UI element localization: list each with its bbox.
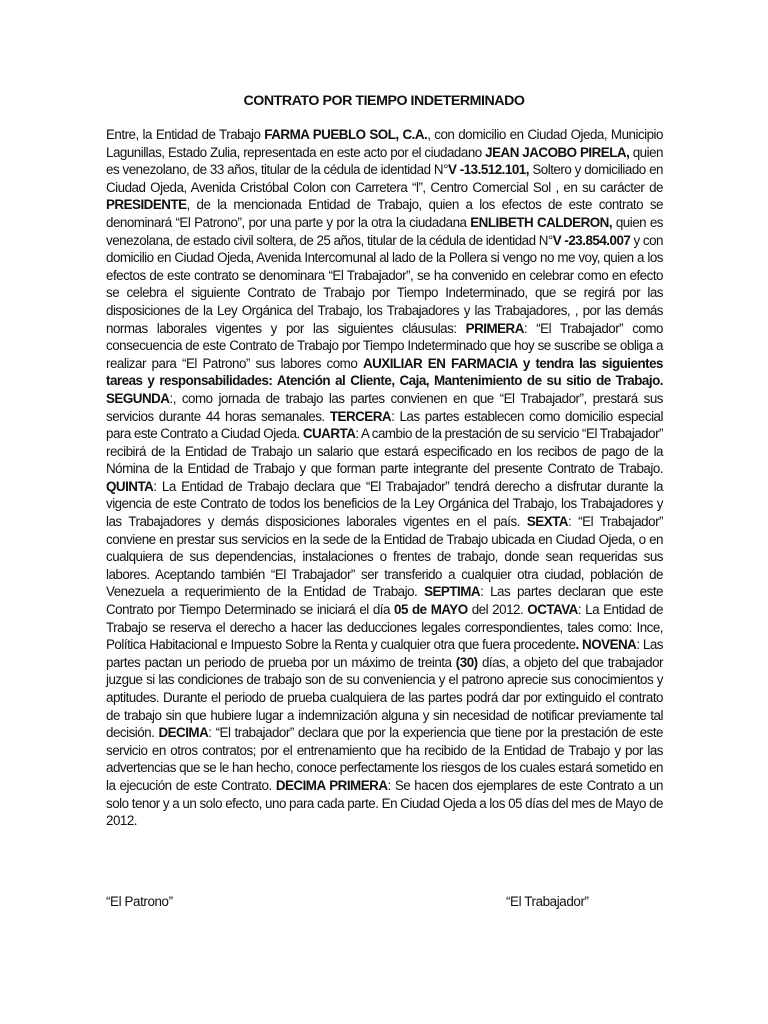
bold-term: TERCERA xyxy=(329,408,392,424)
body-text: : A cambio de la prestación de su servicio “El Trabajador” recibirá de la Entidad de Trabajo un salario que estará especificado en los recibos de pago de la Nómina de la Entidad de Trabajo y que forman parte integrante del presente Contrato de Trabajo. xyxy=(106,426,663,477)
bold-term: FARMA PUEBLO SOL, C.A. xyxy=(264,127,428,142)
body-text: , con domicilio en Ciudad Ojeda, Municipio Lagunillas, Estado Zulia, representada en este acto por el ciudadano xyxy=(106,127,663,160)
bold-term: QUINTA xyxy=(106,478,154,494)
body-text: Entre, la Entidad de Trabajo xyxy=(106,127,265,142)
body-text: Soltero y domiciliado en Ciudad Ojeda, Avenida Cristóbal Colon con Carretera “l”, Centro Comercial Sol , en su carácter de xyxy=(106,162,663,195)
bold-term: (30) xyxy=(455,654,478,670)
body-text: : “El trabajador” declara que por la experiencia que tiene por la prestación de este servicio en otros contratos; por el entrenamiento que ha recibido de la Entidad de Trabajo y por las advertencias que se le han hecho, conoce perfectamente los riesgos de los cuales estará sometido en la ejecución de este Contrato. xyxy=(106,725,663,793)
signature-label-employer: “El Patrono” xyxy=(106,894,173,909)
bold-term: JEAN JACOBO PIRELA, xyxy=(485,144,630,160)
body-text: días, a objeto del que trabajador juzgue si las condiciones de trabajo son de su conveniencia y el patrono aprecie sus conocimientos y aptitudes. Durante el periodo de prueba cualquiera de las partes podrá dar por extinguido el contrato de trabajo sin que hubiere lugar a indemnización alguna y sin necesidad de notificar previamente tal decisión. xyxy=(106,654,663,741)
bold-term: SEXTA xyxy=(526,514,568,530)
body-text: : La Entidad de Trabajo se reserva el derecho a hacer las deducciones legales correspondientes, tales como: Ince, Política Habitacional e Impuesto Sobre la Renta y cualquier otra que fuera procedente xyxy=(106,602,664,653)
bold-term: V -13.512.101, xyxy=(447,162,529,178)
bold-term: . NOVENA xyxy=(575,637,637,653)
body-text: : Las partes declaran que este Contrato por Tiempo Determinado se iniciará el día xyxy=(106,584,663,618)
body-text: :, como jornada de trabajo las partes convienen en que “El Trabajador”, prestará sus servicios durante 44 horas semanales. xyxy=(106,390,663,424)
body-text: : La Entidad de Trabajo declara que “El Trabajador” tendrá derecho a disfrutar durante la vigencia de este Contrato de todos los beneficios de la Ley Orgánica del Trabajo, los Trabajadores y las Trabajadores y demás disposiciones laborales vigentes en el país. xyxy=(106,478,663,530)
body-text: del 2012. xyxy=(467,602,528,618)
signature-label-employee: “El Trabajador” xyxy=(506,894,589,909)
contract-body xyxy=(106,126,663,830)
bold-term: CUARTA xyxy=(302,426,356,442)
bold-term: OCTAVA xyxy=(527,602,578,618)
bold-term: DECIMA PRIMERA xyxy=(275,777,388,793)
bold-term: PRIMERA xyxy=(465,320,524,336)
body-text: , de la mencionada Entidad de Trabajo, quien a los efectos de este contrato se denominará “El Patrono”, por una parte y por la otra la ciudadana xyxy=(106,197,663,230)
body-text: : Las partes establecen como domicilio especial para este Contrato a Ciudad Ojeda. xyxy=(106,408,663,442)
body-text: y con domicilio en Ciudad Ojeda, Avenida Intercomunal al lado de la Pollera si vengo no me voy, quien a los efectos de este contrato se denominara “El Trabajador”, se ha convenido en celebrar como en efecto se celebra el siguiente Contrato de Trabajo por Tiempo Indeterminado, que se regirá por las disposiciones de la Ley Orgánica del Trabajo, los Trabajadores y las Trabajadores, , por las demás normas laborales vigentes y por las siguientes cláusulas: xyxy=(106,232,663,336)
bold-term: V -23.854.007 xyxy=(552,232,631,248)
body-text: : “El Trabajador” conviene en prestar sus servicios en la sede de la Entidad de Trabajo ubicada en Ciudad Ojeda, o en cualquiera de sus dependencias, instalaciones o frentes de trabajo, donde sean requeridas sus labores. Aceptando también “El Trabajador” ser transferido a cualquier otra ciudad, población de Venezuela a requerimiento de la Entidad de Trabajo. xyxy=(106,514,663,600)
bold-term: DECIMA xyxy=(158,725,209,741)
body-text: : “El Trabajador” como consecuencia de este Contrato de Trabajo por Tiempo Indeterminado que hoy se suscribe se obliga a realizar para “El Patrono” sus labores como xyxy=(106,320,663,371)
bold-term: 05 de MAYO xyxy=(394,602,468,618)
document-title: CONTRATO POR TIEMPO INDETERMINADO xyxy=(243,93,525,109)
bold-term: SEPTIMA xyxy=(424,584,481,600)
bold-term: ENLIBETH CALDERON, xyxy=(470,214,613,230)
body-text: quien es venezolana, de estado civil soltera, de 25 años, titular de la cédula de identidad N° xyxy=(106,214,663,248)
bold-term: PRESIDENTE xyxy=(106,197,187,213)
body-text: : Se hacen dos ejemplares de este Contrato a un solo tenor y a un solo efecto, uno para cada parte. En Ciudad Ojeda a los 05 días del mes de Mayo de 2012. xyxy=(106,777,664,829)
body-text: : Las partes pactan un periodo de prueba por un máximo de treinta xyxy=(106,637,663,670)
body-text: quien es venezolano, de 33 años, titular de la cédula de identidad N° xyxy=(106,144,663,178)
bold-term: AUXILIAR EN FARMACIA y tendra las siguientes tareas y responsabilidades: Atención al Cliente, Caja, Mantenimiento de su sitio de Trabajo. SEGUNDA xyxy=(106,355,664,406)
